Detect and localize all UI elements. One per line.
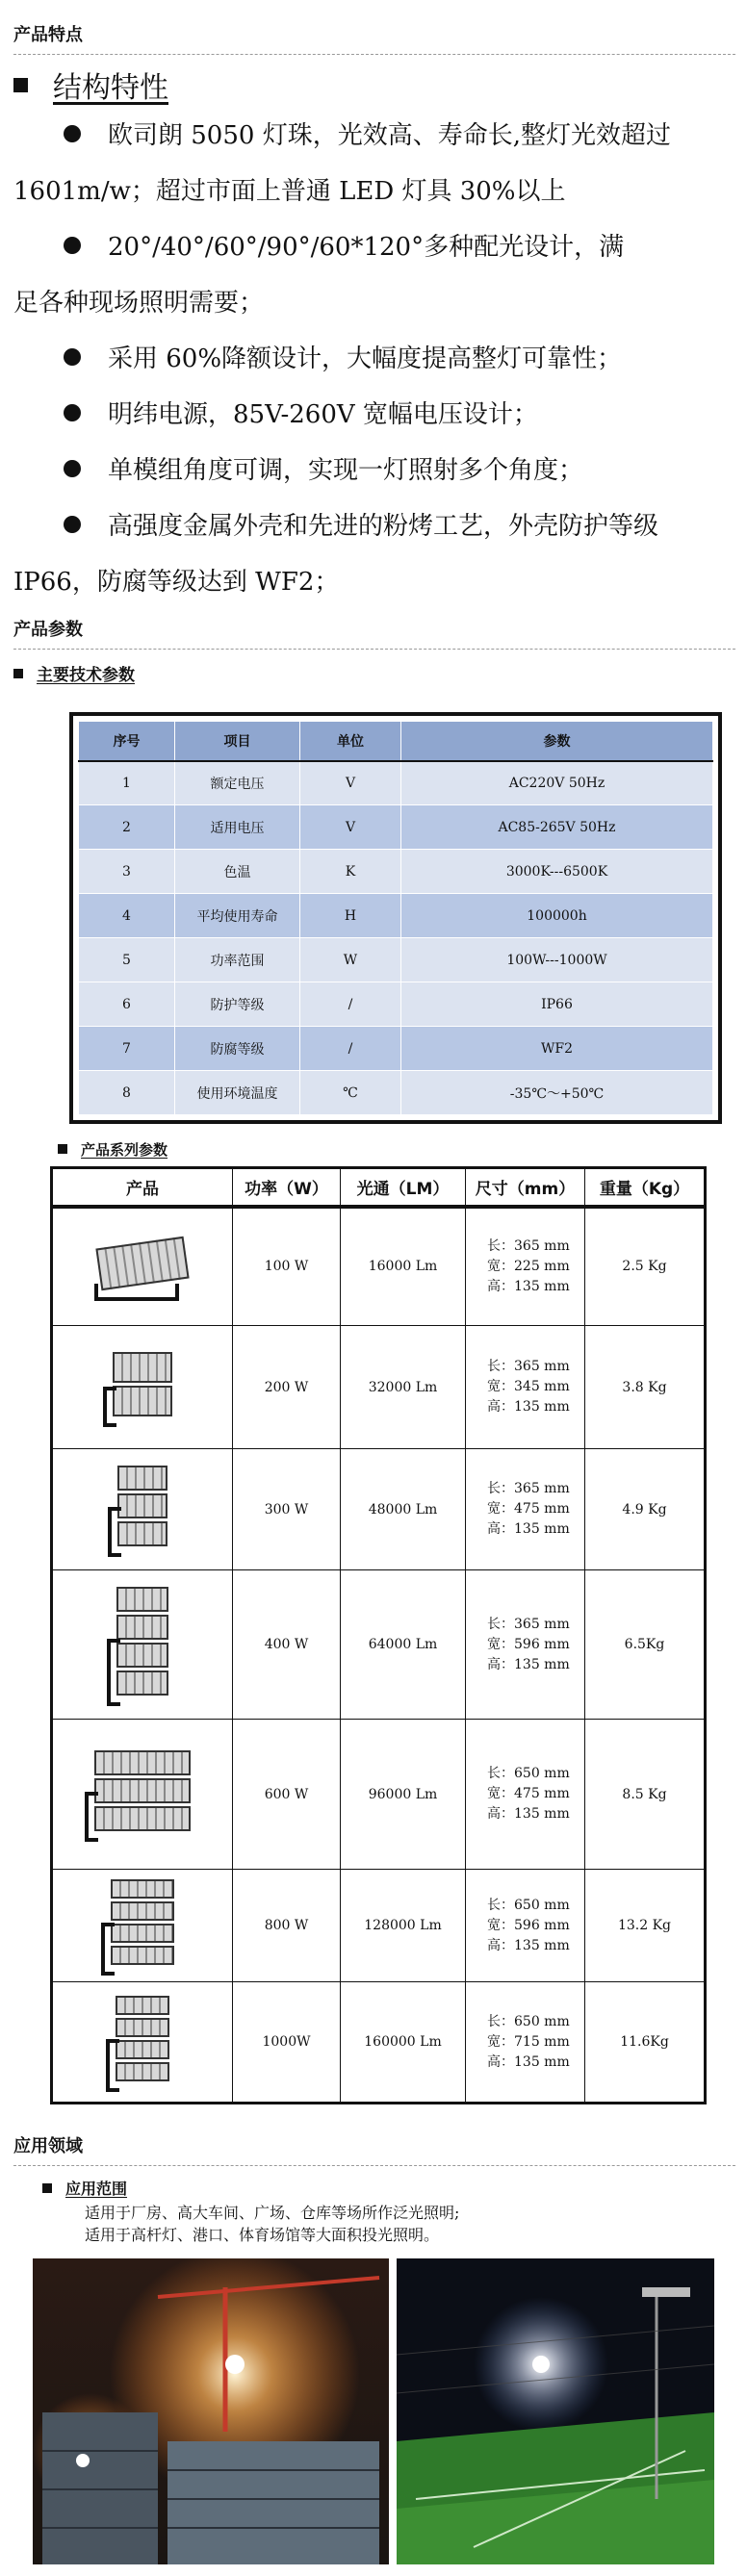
dim-width: 宽：225 mm (487, 1258, 570, 1274)
section-header-application (13, 2132, 735, 2157)
bullet-dot-icon (64, 125, 81, 142)
table-row (52, 1720, 706, 1870)
product-image-cell (52, 1982, 233, 2104)
dim-width: 宽：715 mm (487, 2033, 570, 2050)
col-header: 序号 (79, 722, 175, 761)
cell-weight: 2.5 Kg (585, 1207, 706, 1326)
col-header: 项目 (175, 722, 300, 761)
cell-power: 300 W (233, 1449, 341, 1570)
cell-flux: 32000 Lm (341, 1326, 466, 1449)
cell: ℃ (300, 1071, 401, 1115)
bullet-dot-icon (64, 348, 81, 366)
cell-dimensions (466, 1449, 585, 1570)
cell: 适用电压 (175, 805, 300, 850)
cell: 100W---1000W (401, 938, 713, 982)
series-heading-text: 产品系列参数 (81, 1141, 168, 1159)
cell: 2 (79, 805, 175, 850)
dashed-divider (13, 649, 735, 650)
floodlight-image (98, 1242, 187, 1288)
feature-text: 明纬电源，85V-260V 宽幅电压设计； (108, 400, 538, 429)
cell: 防护等级 (175, 982, 300, 1027)
table-header-row (52, 1168, 706, 1207)
floodlight-image (117, 1466, 167, 1549)
dim-height: 高：135 mm (487, 1937, 570, 1953)
football-field-illustration (397, 2258, 714, 2564)
cell: W (300, 938, 401, 982)
cell: 7 (79, 1027, 175, 1071)
cell: 3000K---6500K (401, 850, 713, 894)
feature-item (13, 443, 735, 498)
section-title: 产品参数 (13, 620, 83, 640)
series-heading (58, 1139, 167, 1160)
feature-text: 高强度金属外壳和先进的粉烤工艺，外壳防护等级 (108, 512, 659, 541)
feature-text: 采用 60%降额设计，大幅度提高整灯可靠性； (108, 344, 623, 373)
cell-dimensions (466, 1570, 585, 1720)
dashed-divider (13, 2165, 735, 2166)
dim-length: 长：650 mm (487, 1897, 570, 1913)
cell: 使用环境温度 (175, 1071, 300, 1115)
feature-item-cont (13, 554, 735, 610)
table-row (79, 850, 713, 894)
cell: 平均使用寿命 (175, 894, 300, 938)
feature-item (13, 108, 735, 164)
cell-weight: 3.8 Kg (585, 1326, 706, 1449)
col-header: 光通（LM） (341, 1168, 466, 1207)
tech-heading (13, 661, 135, 685)
cell: 6 (79, 982, 175, 1027)
product-series-table (50, 1166, 707, 2104)
floodlight-image (116, 1996, 169, 2084)
table-row (52, 1870, 706, 1982)
cell: 5 (79, 938, 175, 982)
feature-item (13, 219, 735, 275)
construction-site-illustration (33, 2258, 389, 2564)
feature-text: 足各种现场照明需要； (13, 289, 265, 318)
dim-width: 宽：475 mm (487, 1501, 570, 1517)
cell: 防腐等级 (175, 1027, 300, 1071)
col-header: 参数 (401, 722, 713, 761)
col-header: 产品 (52, 1168, 233, 1207)
dim-height: 高：135 mm (487, 1399, 570, 1415)
table-row (79, 938, 713, 982)
table-row (79, 894, 713, 938)
table-row (79, 1071, 713, 1115)
table-row (52, 1207, 706, 1326)
cell-dimensions (466, 1326, 585, 1449)
cell: 色温 (175, 850, 300, 894)
feature-item (13, 387, 735, 443)
tech-spec-table (69, 712, 722, 1124)
dim-height: 高：135 mm (487, 2053, 570, 2070)
cell-dimensions (466, 1720, 585, 1870)
application-heading-text: 应用范围 (65, 2180, 128, 2198)
dim-length: 长：365 mm (487, 1481, 570, 1496)
feature-text: 1601m/w；超过市面上普通 LED 灯具 30%以上 (13, 177, 566, 206)
cell-flux: 128000 Lm (341, 1870, 466, 1982)
cell-dimensions (466, 1207, 585, 1326)
tech-heading-text: 主要技术参数 (37, 666, 135, 685)
cell: 4 (79, 894, 175, 938)
cell: IP66 (401, 982, 713, 1027)
feature-item-cont (13, 275, 735, 331)
table-row (79, 1027, 713, 1071)
dim-width: 宽：596 mm (487, 1636, 570, 1652)
cell-flux: 48000 Lm (341, 1449, 466, 1570)
feature-item-cont (13, 164, 735, 219)
section-title: 产品特点 (13, 25, 83, 45)
col-header: 单位 (300, 722, 401, 761)
dim-height: 高：135 mm (487, 1278, 570, 1294)
product-image-cell (52, 1720, 233, 1870)
feature-item (13, 498, 735, 554)
product-image-cell (52, 1449, 233, 1570)
table-row (79, 982, 713, 1027)
cell: V (300, 761, 401, 805)
structure-heading-text: 结构特性 (53, 71, 168, 105)
cell-flux: 160000 Lm (341, 1982, 466, 2104)
table-row (79, 805, 713, 850)
table-row (52, 1326, 706, 1449)
bullet-dot-icon (64, 460, 81, 477)
application-line: 适用于高杆灯、港口、体育场馆等大面积投光照明。 (85, 2226, 440, 2244)
square-bullet-icon (13, 669, 23, 678)
cell-power: 800 W (233, 1870, 341, 1982)
cell-weight: 13.2 Kg (585, 1870, 706, 1982)
dim-height: 高：135 mm (487, 1806, 570, 1822)
cell-weight: 11.6Kg (585, 1982, 706, 2104)
bullet-dot-icon (64, 404, 81, 421)
floodlight-image (111, 1879, 174, 1968)
cell-power: 1000W (233, 1982, 341, 2104)
cell-power: 200 W (233, 1326, 341, 1449)
application-heading (42, 2177, 127, 2199)
cell-flux: 16000 Lm (341, 1207, 466, 1326)
cell: 100000h (401, 894, 713, 938)
cell: / (300, 1027, 401, 1071)
col-header: 重量（Kg） (585, 1168, 706, 1207)
floodlight-image (113, 1352, 172, 1419)
cell: AC85-265V 50Hz (401, 805, 713, 850)
feature-text: 欧司朗 5050 灯珠，光效高、寿命长,整灯光效超过 (108, 121, 671, 150)
table-header-row (79, 722, 713, 761)
square-bullet-icon (58, 1144, 67, 1154)
dim-length: 长：650 mm (487, 1766, 570, 1781)
cell-power: 400 W (233, 1570, 341, 1720)
section-header-features (13, 21, 735, 46)
construction-site-photo (33, 2258, 389, 2564)
floodlight-image (116, 1587, 168, 1698)
dim-width: 宽：475 mm (487, 1786, 570, 1801)
dim-length: 长：365 mm (487, 1237, 570, 1254)
cell: K (300, 850, 401, 894)
product-image-cell (52, 1207, 233, 1326)
cell: AC220V 50Hz (401, 761, 713, 805)
dim-width: 宽：596 mm (487, 1917, 570, 1933)
cell: / (300, 982, 401, 1027)
feature-text: 单模组角度可调，实现一灯照射多个角度； (108, 456, 584, 485)
dim-width: 宽：345 mm (487, 1379, 570, 1394)
table-row (52, 1449, 706, 1570)
dim-height: 高：135 mm (487, 1656, 570, 1672)
col-header: 功率（W） (233, 1168, 341, 1207)
table-row (52, 1982, 706, 2104)
cell: V (300, 805, 401, 850)
cell: 8 (79, 1071, 175, 1115)
cell: -35℃～+50℃ (401, 1071, 713, 1115)
section-title: 应用领域 (13, 2136, 83, 2156)
product-image-cell (52, 1570, 233, 1720)
feature-text: 20°/40°/60°/90°/60*120°多种配光设计，满 (108, 233, 625, 262)
cell-flux: 64000 Lm (341, 1570, 466, 1720)
cell-dimensions (466, 1982, 585, 2104)
section-header-params (13, 616, 735, 641)
square-bullet-icon (42, 2183, 52, 2193)
dim-length: 长：365 mm (487, 1359, 570, 1374)
football-field-photo (397, 2258, 714, 2564)
dim-length: 长：365 mm (487, 1616, 570, 1632)
cell-weight: 6.5Kg (585, 1570, 706, 1720)
dim-length: 长：650 mm (487, 2013, 570, 2029)
cell: 3 (79, 850, 175, 894)
feature-item (13, 331, 735, 387)
product-image-cell (52, 1326, 233, 1449)
feature-text: IP66，防腐等级达到 WF2； (13, 568, 340, 597)
bullet-dot-icon (64, 237, 81, 254)
structure-heading (13, 64, 168, 106)
application-line: 适用于厂房、高大车间、广场、仓库等场所作泛光照明; (85, 2204, 460, 2222)
product-image-cell (52, 1870, 233, 1982)
table-row (52, 1570, 706, 1720)
bullet-dot-icon (64, 516, 81, 533)
col-header: 尺寸（mm） (466, 1168, 585, 1207)
floodlight-image (94, 1750, 191, 1834)
dim-height: 高：135 mm (487, 1521, 570, 1537)
cell-weight: 8.5 Kg (585, 1720, 706, 1870)
cell: 1 (79, 761, 175, 805)
square-bullet-icon (13, 78, 28, 92)
cell-weight: 4.9 Kg (585, 1449, 706, 1570)
dashed-divider (13, 54, 735, 55)
table-row (79, 761, 713, 805)
cell: WF2 (401, 1027, 713, 1071)
cell-power: 100 W (233, 1207, 341, 1326)
cell: 额定电压 (175, 761, 300, 805)
cell: 功率范围 (175, 938, 300, 982)
cell-dimensions (466, 1870, 585, 1982)
cell: H (300, 894, 401, 938)
cell-flux: 96000 Lm (341, 1720, 466, 1870)
cell-power: 600 W (233, 1720, 341, 1870)
